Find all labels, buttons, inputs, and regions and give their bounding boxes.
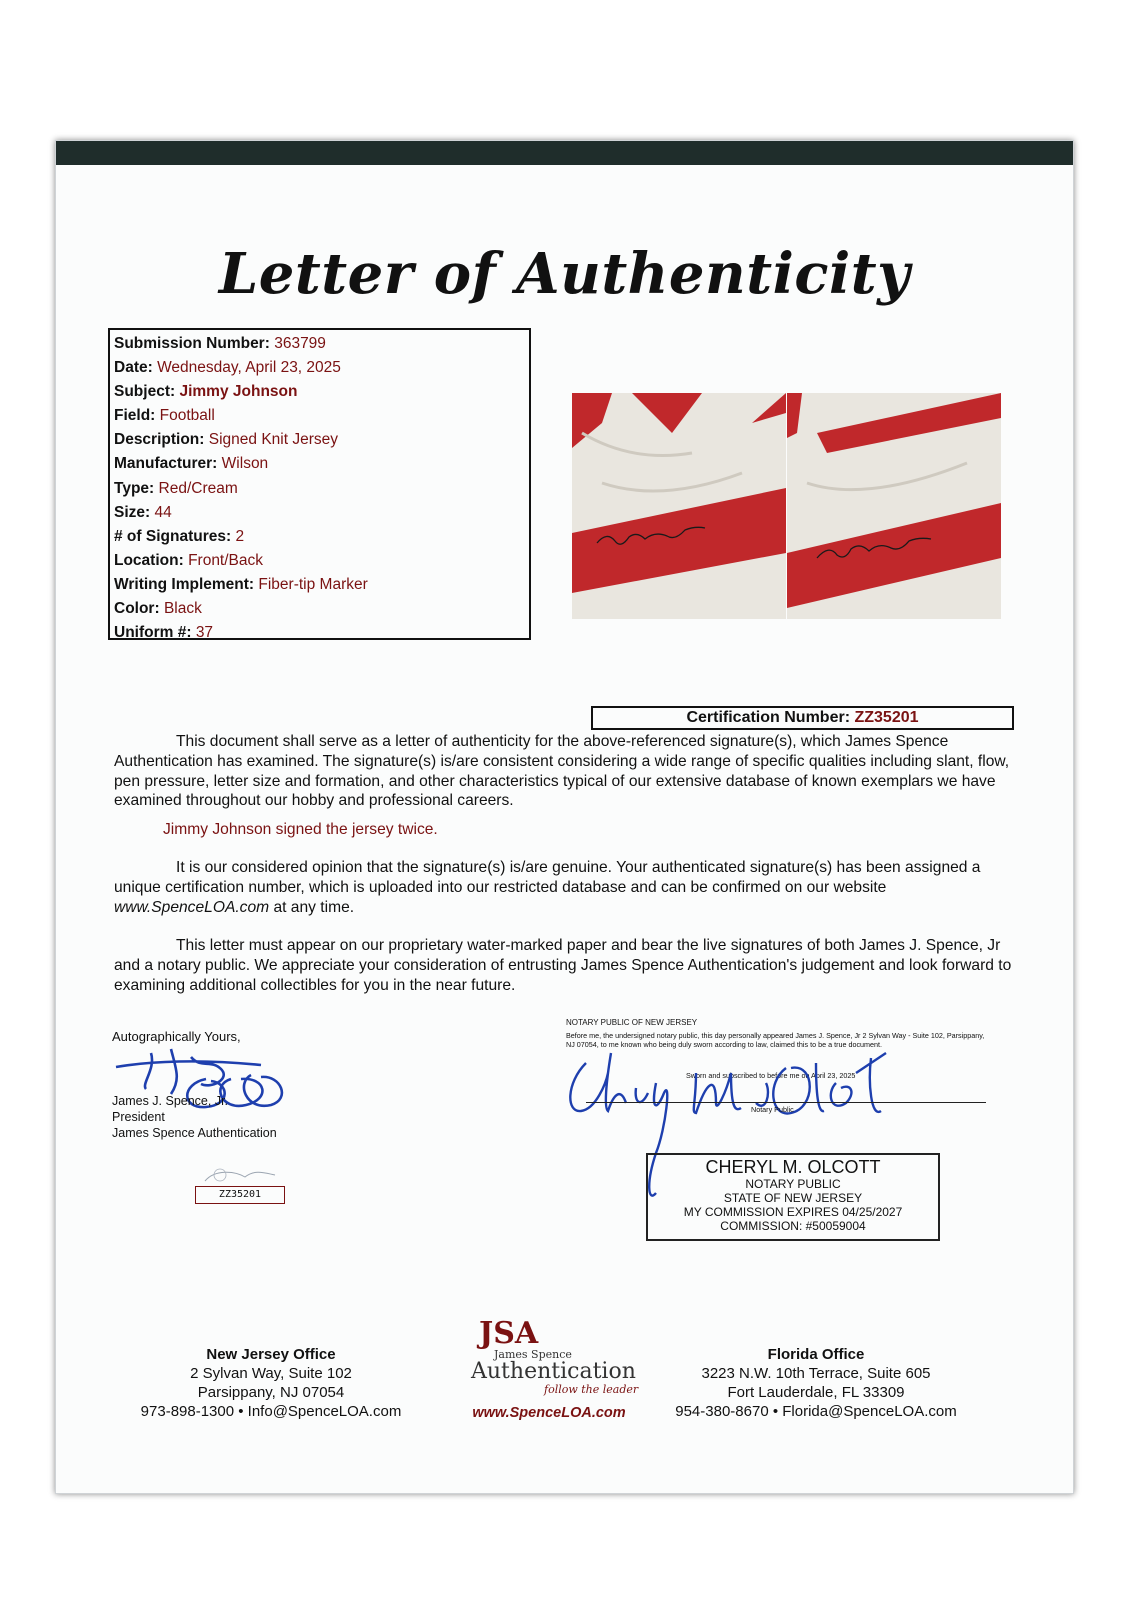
jsa-logo bbox=[449, 1316, 659, 1396]
notary-signature-line bbox=[586, 1102, 986, 1103]
info-row bbox=[114, 477, 525, 501]
info-value: Wilson bbox=[221, 455, 269, 473]
notary-statement: Before me, the undersigned notary public, this day personally appeared James J. Spence, Jr 2 Sylvan Way - Suite 102, Parsippany, NJ 07054, to me known who being duly sworn according to law, claimed this to be a true document. bbox=[566, 1031, 985, 1049]
paragraph-watermark-text: This letter must appear on our proprietary water-marked paper and bear the live signatures of both James J. Spence, Jr and a notary public. We appreciate your consideration of entrusting James Spence Authentication's judgement and look forward to examining additional collectibles for you in the near future. bbox=[114, 937, 1012, 994]
nj-office-heading: New Jersey Office bbox=[206, 1346, 336, 1363]
info-row bbox=[114, 525, 525, 549]
info-label: Uniform #: bbox=[114, 624, 192, 642]
info-row bbox=[114, 573, 525, 597]
info-label: Location: bbox=[114, 551, 184, 569]
nj-office-street: 2 Sylvan Way, Suite 102 bbox=[190, 1365, 352, 1382]
certification-number-box bbox=[591, 706, 1014, 730]
jsa-logo-letters: JSA bbox=[479, 1316, 539, 1351]
info-value: 2 bbox=[235, 527, 245, 545]
paragraph-opinion bbox=[114, 858, 1014, 917]
nj-office-city: Parsippany, NJ 07054 bbox=[197, 1384, 345, 1401]
jsa-logo-tagline: follow the leader bbox=[544, 1383, 639, 1396]
letter-page bbox=[55, 140, 1074, 1494]
closing-text: Autographically Yours, bbox=[112, 1029, 241, 1044]
page-title: Letter of Authenticity bbox=[218, 241, 911, 307]
jsa-hologram-mark bbox=[195, 1163, 285, 1187]
paragraph-watermark bbox=[114, 936, 1014, 995]
signer-name: James J. Spence, Jr. bbox=[112, 1094, 229, 1108]
info-value: Fiber-tip Marker bbox=[258, 575, 368, 593]
nj-office-contact: 973-898-1300 • Info@SpenceLOA.com bbox=[140, 1403, 402, 1420]
footer-website-link[interactable]: www.SpenceLOA.com bbox=[472, 1405, 626, 1421]
certification-value: ZZ35201 bbox=[854, 709, 919, 726]
jsa-logo-subtitle: James Spence bbox=[494, 1348, 572, 1361]
certification-label: Certification Number: bbox=[686, 709, 851, 726]
info-row bbox=[114, 549, 525, 573]
info-row bbox=[114, 380, 525, 404]
info-value: Front/Back bbox=[188, 551, 264, 569]
notary-public-label: Notary Public bbox=[751, 1105, 794, 1114]
info-label: Field: bbox=[114, 407, 156, 425]
fl-office bbox=[656, 1345, 976, 1421]
info-value: Football bbox=[159, 407, 215, 425]
stamp-line-name: CHERYL M. OLCOTT bbox=[705, 1157, 881, 1177]
info-value: 37 bbox=[195, 624, 214, 642]
signer-block bbox=[112, 1093, 277, 1141]
stamp-line-commission: COMMISSION: #50059004 bbox=[720, 1219, 866, 1233]
website-link[interactable]: www.SpenceLOA.com bbox=[114, 898, 270, 916]
info-label: Subject: bbox=[114, 383, 176, 401]
jsa-logo-authentication: Authentication bbox=[471, 1359, 636, 1384]
notary-heading: NOTARY PUBLIC OF NEW JERSEY bbox=[566, 1018, 698, 1027]
info-label: Color: bbox=[114, 600, 160, 618]
paragraph-examination bbox=[114, 732, 1014, 811]
info-value: Jimmy Johnson bbox=[179, 383, 298, 401]
certification-sticker: ZZ35201 bbox=[195, 1186, 285, 1204]
info-label: Writing Implement: bbox=[114, 575, 255, 593]
info-label: Date: bbox=[114, 359, 153, 377]
notary-stamp bbox=[646, 1153, 940, 1241]
info-row bbox=[114, 501, 525, 525]
info-row bbox=[114, 356, 525, 380]
nj-office bbox=[121, 1345, 421, 1421]
jersey-photo-back bbox=[787, 393, 1001, 619]
info-label: # of Signatures: bbox=[114, 527, 232, 545]
fl-office-contact: 954-380-8670 • Florida@SpenceLOA.com bbox=[675, 1403, 957, 1420]
fl-office-city: Fort Lauderdale, FL 33309 bbox=[727, 1384, 905, 1401]
info-value: Black bbox=[163, 600, 202, 618]
info-row bbox=[114, 452, 525, 476]
info-label: Type: bbox=[114, 479, 155, 497]
stamp-line-state: STATE OF NEW JERSEY bbox=[723, 1191, 863, 1205]
paragraph-examination-text: This document shall serve as a letter of authenticity for the above-referenced signature(s), which James Spence Authentication has examined. The signature(s) is/are consistent considering a wide range of specific qualities including slant, flow, pen pressure, letter size and formation, and other characteristics typical of our extensive database of known exemplars we have examined throughout our hobby and professional careers. bbox=[114, 733, 1010, 810]
paragraph-opinion-text: It is our considered opinion that the signature(s) is/are genuine. Your authenticated signature(s) has been assigned a unique certification number, which is uploaded into our restricted database and can be confirmed on our website bbox=[114, 859, 981, 896]
signer-role: President bbox=[112, 1110, 165, 1124]
stamp-line-expires: MY COMMISSION EXPIRES 04/25/2027 bbox=[683, 1205, 903, 1219]
signer-company: James Spence Authentication bbox=[112, 1126, 277, 1140]
info-value: 44 bbox=[154, 503, 172, 521]
info-row bbox=[114, 332, 525, 356]
jersey-photo-front bbox=[572, 393, 786, 619]
info-label: Submission Number: bbox=[114, 335, 270, 352]
info-row bbox=[114, 428, 525, 452]
info-value: Wednesday, April 23, 2025 bbox=[157, 359, 341, 377]
fl-office-heading: Florida Office bbox=[767, 1346, 865, 1363]
notary-sworn: Sworn and subscribed to before me on April 23, 2025 bbox=[686, 1071, 856, 1080]
info-row bbox=[114, 404, 525, 428]
fl-office-street: 3223 N.W. 10th Terrace, Suite 605 bbox=[701, 1365, 931, 1382]
info-row bbox=[114, 597, 525, 621]
info-row bbox=[114, 621, 525, 645]
stamp-line-title: NOTARY PUBLIC bbox=[745, 1177, 841, 1191]
top-bar bbox=[56, 141, 1073, 165]
info-value: Red/Cream bbox=[158, 479, 238, 497]
signature-note: Jimmy Johnson signed the jersey twice. bbox=[163, 821, 438, 838]
info-label: Manufacturer: bbox=[114, 455, 218, 473]
info-value: Signed Knit Jersey bbox=[208, 431, 338, 449]
submission-info-box bbox=[108, 328, 531, 640]
info-label: Description: bbox=[114, 431, 205, 449]
info-label: Size: bbox=[114, 503, 151, 521]
info-value: 363799 bbox=[274, 335, 326, 352]
paragraph-opinion-end: at any time. bbox=[269, 898, 355, 916]
